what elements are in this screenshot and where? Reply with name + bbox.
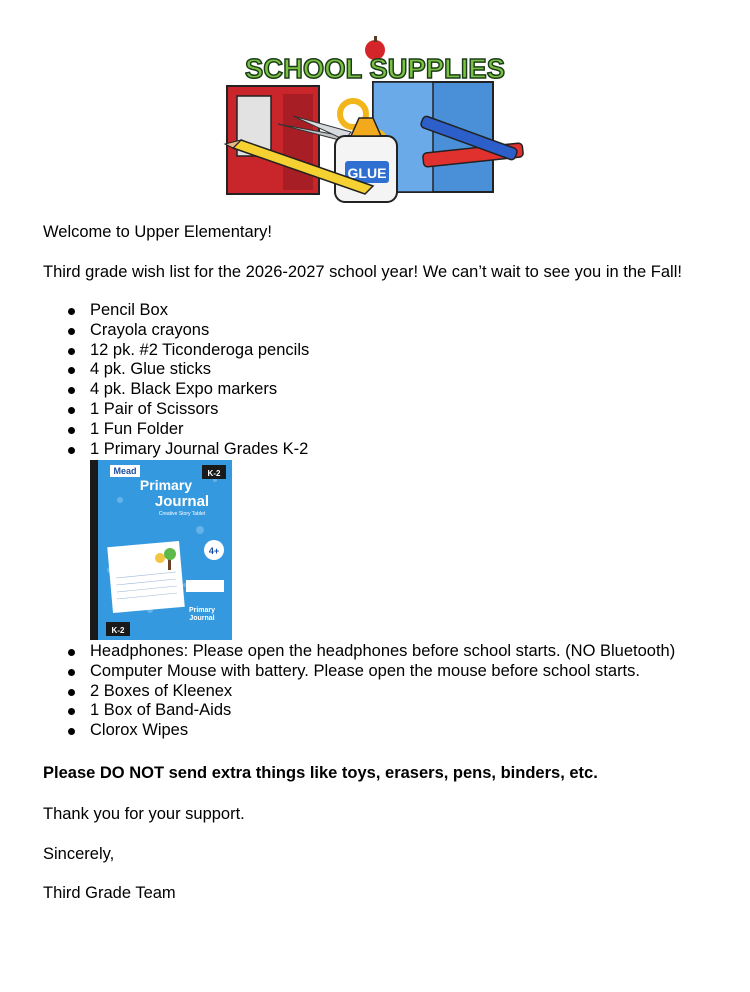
glue-label: GLUE bbox=[347, 165, 387, 181]
bullet-icon bbox=[68, 708, 75, 715]
list-item-text: Crayola crayons bbox=[90, 320, 210, 339]
list-item-text: Headphones: Please open the headphones before school starts. (NO Bluetooth) bbox=[90, 642, 676, 660]
bullet-icon bbox=[68, 348, 75, 355]
list-item-text: 1 Primary Journal Grades K-2 bbox=[90, 439, 309, 458]
list-item-text: Pencil Box bbox=[90, 301, 168, 319]
bullet-icon bbox=[68, 308, 75, 315]
journal-title-line1: Primary bbox=[139, 477, 193, 493]
list-item-text: 1 Pair of Scissors bbox=[90, 399, 219, 418]
list-item-text: 12 pk. #2 Ticonderoga pencils bbox=[90, 340, 310, 359]
signature-text: Third Grade Team bbox=[43, 884, 176, 902]
bullet-icon bbox=[68, 669, 75, 676]
closing-text: Sincerely, bbox=[43, 845, 115, 863]
list-item-text: Clorox Wipes bbox=[90, 721, 189, 740]
list-item-text: Computer Mouse with battery. Please open the mouse before school starts. bbox=[90, 661, 640, 680]
bullet-icon bbox=[68, 427, 75, 434]
bullet-icon bbox=[68, 447, 75, 454]
journal-title-line2: Journal bbox=[154, 493, 210, 510]
journal-bottom-title-line2: Journal bbox=[189, 615, 215, 622]
list-item-text: 1 Box of Band-Aids bbox=[90, 701, 232, 720]
bullet-icon bbox=[68, 387, 75, 394]
bullet-icon bbox=[68, 689, 75, 696]
bullet-icon bbox=[68, 407, 75, 414]
list-item-text: 1 Fun Folder bbox=[90, 419, 184, 438]
school-supplies-banner bbox=[223, 36, 528, 206]
warning-text: Please DO NOT send extra things like toys, erasers, pens, binders, etc. bbox=[43, 764, 598, 782]
bullet-icon bbox=[68, 367, 75, 374]
journal-brand: Mead bbox=[113, 466, 137, 476]
journal-age-badge: 4+ bbox=[208, 546, 220, 556]
welcome-text: Welcome to Upper Elementary! bbox=[43, 223, 272, 241]
journal-subtitle: Creative Story Tablet bbox=[158, 511, 206, 517]
primary-journal-image bbox=[90, 460, 232, 640]
banner-logo-text: SCHOOL SUPPLIES bbox=[245, 53, 505, 84]
list-item-text: 4 pk. Glue sticks bbox=[90, 360, 212, 379]
journal-bottom-grade: K-2 bbox=[111, 626, 125, 635]
list-item-text: 4 pk. Black Expo markers bbox=[90, 380, 278, 399]
journal-bottom-title-line1: Primary bbox=[188, 607, 216, 614]
thanks-text: Thank you for your support. bbox=[43, 805, 245, 823]
bullet-icon bbox=[68, 728, 75, 735]
bullet-icon bbox=[68, 649, 75, 656]
intro-text: Third grade wish list for the 2026-2027 school year! We can’t wait to see you in the Fall! bbox=[43, 263, 682, 281]
list-item-text: 2 Boxes of Kleenex bbox=[90, 681, 233, 700]
bullet-icon bbox=[68, 328, 75, 335]
journal-grade-badge: K-2 bbox=[207, 469, 221, 478]
